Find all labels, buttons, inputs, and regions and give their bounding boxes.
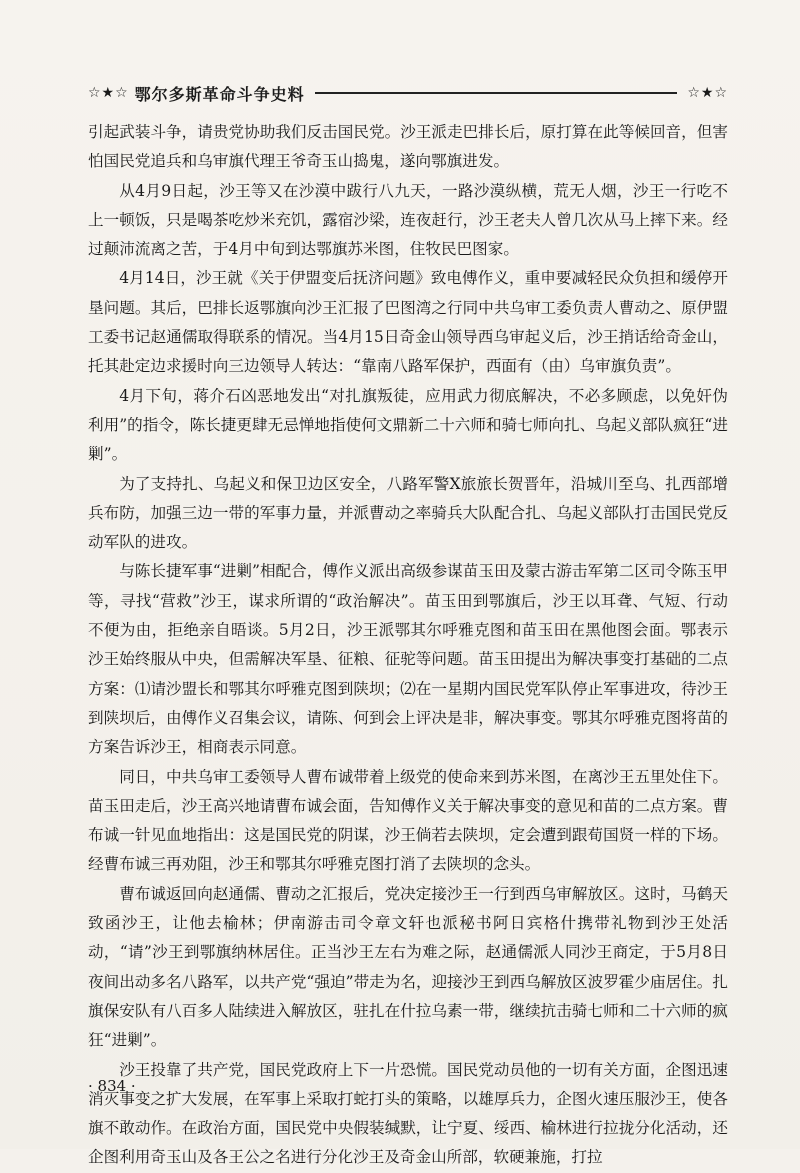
paragraph-9: 沙王投靠了共产党，国民党政府上下一片恐慌。国民党动员他的一切有关方面，企图迅速消灭事变之扩大发展，在军事上采取打蛇打头的策略，以雄厚兵力，企图火速压服沙王，使各旗不敢动作。在政治方面，国民党中央假装缄默，让宁夏、绥西、榆林进行拉拢分化活动，还企图利用奇玉山及各王公之名进行分化沙王及奇金山所部，软硬兼施，打拉 (88, 1060, 728, 1167)
paragraph-7: 同日，中共乌审工委领导人曹布诚带着上级党的使命来到苏米图，在离沙王五里处住下。苗玉田走后，沙王高兴地请曹布诚会面，告知傅作义关于解决事变的意见和苗的二点方案。曹布诚一针见血地指出：这是国民党的阴谋，沙王倘若去陕坝，定会遭到跟荀国贤一样的下场。经曹布诚三再劝阻，沙王和鄂其尔呼雅克图打消了去陕坝的念头。 (88, 767, 728, 874)
header-right-stars: ☆★☆ (687, 85, 728, 101)
paragraph-4: 4月下旬，蒋介石凶恶地发出“对扎旗叛徒，应用武力彻底解决，不必多顾虑，以免奸伪利用”的指令，陈长捷更肆无忌惮地指使何文鼎新二十六师和骑七师向扎、乌起义部队疯狂“进剿”。 (88, 386, 728, 464)
page-number: · 834 · (88, 1077, 136, 1095)
paragraph-6: 与陈长捷军事“进剿”相配合，傅作义派出高级参谋苗玉田及蒙古游击军第二区司令陈玉甲等，寻找“营救”沙王，谋求所谓的“政治解决”。苗玉田到鄂旗后，沙王以耳聋、气短、行动不便为由，拒绝亲自晤谈。5月2日，沙王派鄂其尔呼雅克图和苗玉田在黑他图会面。鄂表示沙王始终服从中央，但需解决军垦、征粮、征驼等问题。苗玉田提出为解决事变打基础的二点方案：⑴请沙盟长和鄂其尔呼雅克图到陕坝；⑵在一星期内国民党军队停止军事进攻，待沙王到陕坝后，由傅作义召集会议，请陈、何到会上评决是非，解决事变。鄂其尔呼雅克图将苗的方案告诉沙王，相商表示同意。 (88, 562, 728, 757)
header-rule (315, 92, 678, 94)
paragraph-3: 4月14日，沙王就《关于伊盟变后抚济问题》致电傅作义，重申要减轻民众负担和缓停开垦问题。其后，巴排长返鄂旗向沙王汇报了巴图湾之行同中共乌审工委负责人曹动之、原伊盟工委书记赵通儒取得联系的情况。当4月15日奇金山领导西乌审起义后，沙王捎话给奇金山，托其赴定边求援时向三边领导人转达：“靠南八路军保护，西面有（由）乌审旗负责”。 (88, 269, 728, 376)
paragraph-2: 从4月9日起，沙王等又在沙漠中跋行八九天，一路沙漠纵横，荒无人烟，沙王一行吃不上一顿饭，只是喝茶吃炒米充饥，露宿沙梁，连夜赶行，沙王老夫人曾几次从马上摔下来。经过颠沛流离之苦，于4月中旬到达鄂旗苏米图，住牧民巴图家。 (88, 181, 728, 259)
header-left-stars: ☆★☆ (88, 85, 129, 101)
paragraph-8: 曹布诚返回向赵通儒、曹动之汇报后，党决定接沙王一行到西乌审解放区。这时，马鹤天致函沙王，让他去榆林；伊南游击司令章文轩也派秘书阿日宾格什携带礼物到沙王处活动，“请”沙王到鄂旗纳林居住。正当沙王左右为难之际，赵通儒派人同沙王商定，于5月8日夜间出动多名八路军，以共产党“强迫”带走为名，迎接沙王到西乌解放区波罗霍少庙居住。扎旗保安队有八百多人陆续进入解放区，驻扎在什拉乌素一带，继续抗击骑七师和二十六师的疯狂“进剿”。 (88, 884, 728, 1050)
running-header (88, 80, 728, 106)
paragraph-5: 为了支持扎、乌起义和保卫边区安全，八路军警X旅旅长贺晋年，沿城川至乌、扎西部增兵布防，加强三边一带的军事力量，并派曹动之率骑兵大队配合扎、乌起义部队打击国民党反动军队的进攻。 (88, 474, 728, 552)
paragraph-1: 引起武装斗争，请贵党协助我们反击国民党。沙王派走巴排长后，原打算在此等候回音，但害怕国民党追兵和乌审旗代理王爷奇玉山捣鬼，遂向鄂旗进发。 (88, 123, 728, 171)
header-title: 鄂尔多斯革命斗争史料 (134, 84, 305, 104)
body-text (88, 118, 728, 1173)
